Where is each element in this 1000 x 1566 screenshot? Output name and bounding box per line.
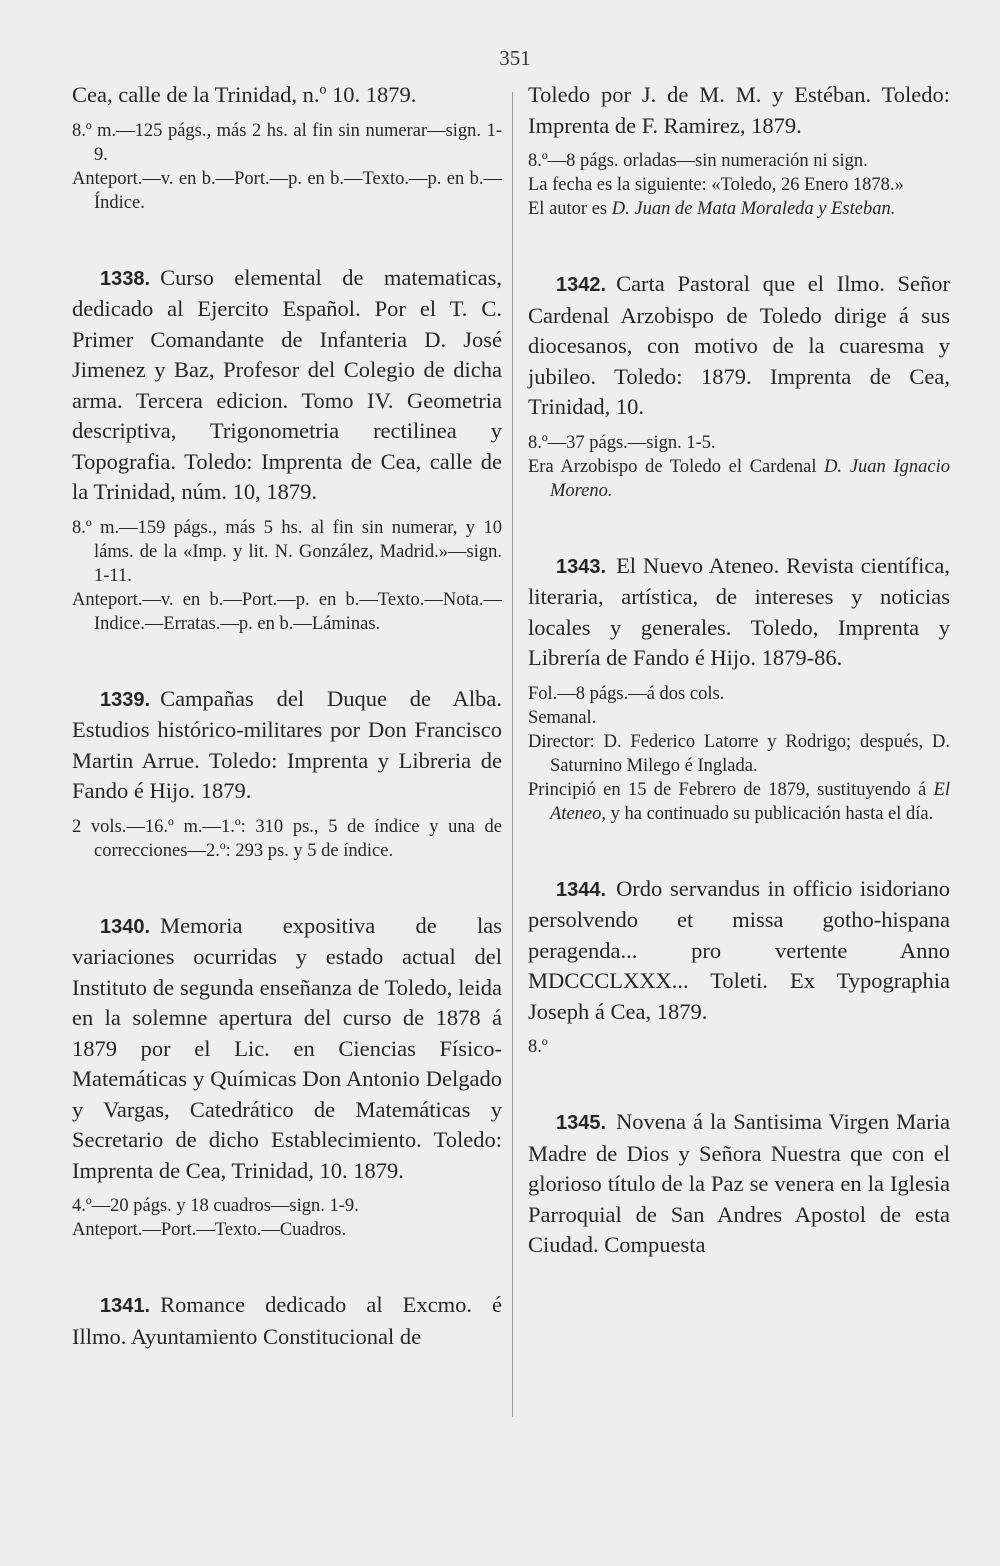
author-prefix: El autor es <box>528 199 612 219</box>
entry-text: Novena á la Santisima Virgen Maria Madre de Dios y Señora Nuestra que con el glorioso título de la Paz se venera en la Iglesia Parroquial de San Andres Apostol de esta Ciudad. Compuesta <box>528 1109 950 1257</box>
left-column <box>72 80 502 1352</box>
continued-entry-text: Toledo por J. de M. M. y Estéban. Toledo: Imprenta de F. Ramirez, 1879. <box>528 82 950 138</box>
entry-note <box>528 778 950 826</box>
entry-1340 <box>72 911 502 1243</box>
note-prefix: Principió en 15 de Febrero de 1879, sustituyendo á <box>528 779 934 800</box>
entry-1343 <box>528 551 950 826</box>
entry-note: Semanal. <box>528 707 597 728</box>
entry-1345 <box>528 1107 950 1261</box>
entry-number: 1338. <box>100 267 151 290</box>
entry-note-author <box>528 197 950 221</box>
entry-number: 1341. <box>100 1295 151 1317</box>
entry-note: 8.º m.—159 págs., más 5 hs. al fin sin numerar, y 10 láms. de la «Imp. y lit. N. González, Madrid.»—sign. 1-11. <box>72 517 502 586</box>
entry-1344 <box>528 874 950 1060</box>
entry-text: Memoria expositiva de las variaciones ocurridas y estado actual del Instituto de segunda enseñanza de Toledo, leida en la solemne apertura del curso de 1878 á 1879 por el Lic. en Ciencias Físico-Matemáticas y Químicas Don Antonio Delgado y Vargas, Catedrático de Matemáticas y Secretario de dicho Establecimiento. Toledo: Imprenta de Cea, Trinidad, 10. 1879. <box>72 912 502 1183</box>
entry-number: 1344. <box>556 878 607 901</box>
entry-number: 1345. <box>556 1112 607 1134</box>
author-name: D. Juan de Mata Moraleda y Esteban. <box>611 199 896 219</box>
entry-note: Fol.—8 págs.—á dos cols. <box>528 683 725 704</box>
entry-note: Director: D. Federico Latorre y Rodrigo; después, D. Saturnino Milego é Inglada. <box>528 731 950 776</box>
note-italic: El Ateneo <box>550 779 950 824</box>
entry-text: Ordo servandus in officio isidoriano persolvendo et missa gotho-hispana peragenda... pro vertente Anno MDCCCLXXX... Toleti. Ex Typographia Joseph á Cea, 1879. <box>528 875 950 1024</box>
entry-text: El Nuevo Ateneo. Revista científica, literaria, artística, de intereses y noticias locales y generales. Toledo, Imprenta y Librería de Fando é Hijo. 1879-86. <box>528 552 950 670</box>
entry-text: Campañas del Duque de Alba. Estudios histórico-militares por Don Francisco Martin Arrue. Toledo: Imprenta y Libreria de Fando é Hijo. 1879. <box>72 685 502 803</box>
entry-note: Anteport.—v. en b.—Port.—p. en b.—Texto.—Nota.—Indice.—Erratas.—p. en b.—Láminas. <box>72 589 502 634</box>
continued-entry-text: Cea, calle de la Trinidad, n.º 10. 1879. <box>72 82 417 107</box>
column-divider <box>512 92 513 1417</box>
entry-1341 <box>72 1290 502 1352</box>
entry-note: 4.º—20 págs. y 18 cuadros—sign. 1-9. <box>72 1196 359 1216</box>
page-number: 351 <box>499 46 531 70</box>
entry-note: La fecha es la siguiente: «Toledo, 26 Enero 1878.» <box>528 175 904 195</box>
entry-note: 8.º—8 págs. orladas—sin numeración ni sign. <box>528 151 868 171</box>
entry-1338 <box>72 263 502 636</box>
note-suffix: , y ha continuado su publicación hasta el día. <box>601 803 934 824</box>
entry-1339 <box>72 684 502 863</box>
entry-number: 1343. <box>556 555 607 578</box>
entry-number: 1342. <box>556 274 607 296</box>
entry-note: 8.º <box>528 1037 548 1057</box>
right-column <box>528 80 950 1261</box>
entry-text: Curso elemental de matematicas, dedicado al Ejercito Español. Por el T. C. Primer Comandante de Infanteria D. José Jimenez y Baz, Profesor del Colegio de dicha arma. Tercera edicion. Tomo IV. Geometria descriptiva, Trigonometria rectilinea y Topografia. Toledo: Imprenta de Cea, calle de la Trinidad, núm. 10, 1879. <box>72 264 502 504</box>
entry-note <box>528 455 950 503</box>
entry-note: 2 vols.—16.º m.—1.º: 310 ps., 5 de índice y una de correcciones—2.º: 293 ps. y 5 de índice. <box>72 816 502 861</box>
entry-number: 1339. <box>100 688 151 711</box>
entry-note: Anteport.—Port.—Texto.—Cuadros. <box>72 1220 347 1240</box>
entry-1342 <box>528 269 950 503</box>
entry-note: Anteport.—v. en b.—Port.—p. en b.—Texto.—p. en b.—Índice. <box>72 168 502 213</box>
entry-note: 8.º m.—125 págs., más 2 hs. al fin sin numerar—sign. 1-9. <box>72 120 502 165</box>
entry-number: 1340. <box>100 915 151 938</box>
note-prefix: Era Arzobispo de Toledo el Cardenal <box>528 456 825 477</box>
entry-text: Romance dedicado al Excmo. é Illmo. Ayuntamiento Constitucional de <box>72 1292 502 1349</box>
entry-text: Carta Pastoral que el Ilmo. Señor Cardenal Arzobispo de Toledo dirige á sus diocesanos, con motivo de la cuaresma y jubileo. Toledo: 1879. Imprenta de Cea, Trinidad, 10. <box>528 271 950 419</box>
note-italic: D. Juan Ignacio Moreno. <box>550 456 950 501</box>
entry-note: 8.º—37 págs.—sign. 1-5. <box>528 432 716 453</box>
